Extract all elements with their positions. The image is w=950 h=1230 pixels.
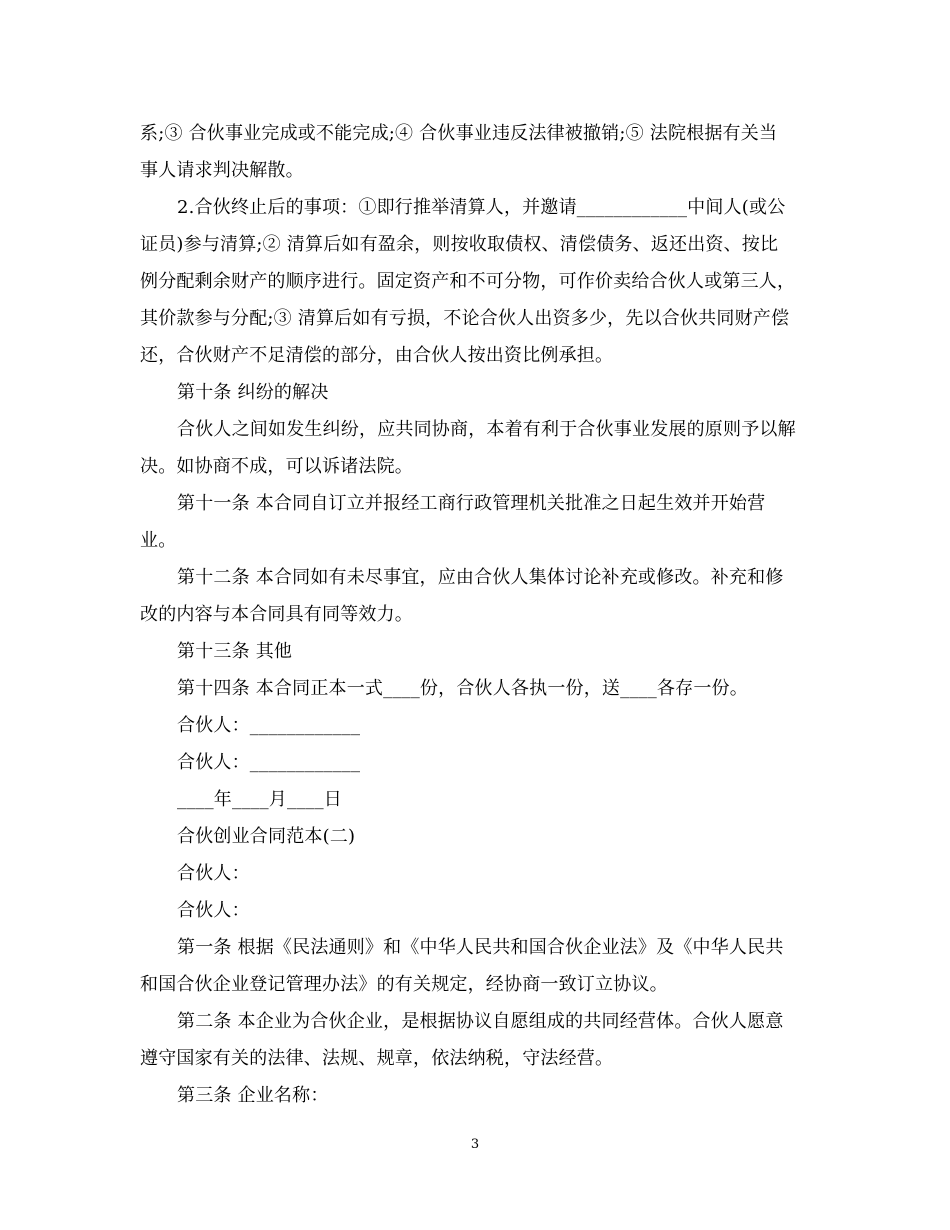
- text-line: 第十一条 本合同自订立并报经工商行政管理机关批准之日起生效并开始营: [177, 493, 766, 514]
- text-line: 合伙人：: [177, 863, 250, 884]
- text-line: 2.合伙终止后的事项：①即行推举清算人，并邀请____________中间人(或公: [177, 197, 786, 218]
- text-line: 合伙人：: [177, 900, 250, 921]
- text-line: 遵守国家有关的法律、法规、规章，依法纳税，守法经营。: [140, 1048, 614, 1069]
- text-line: 第十条 纠纷的解决: [177, 382, 329, 403]
- text-line: 合伙创业合同范本(二): [177, 826, 356, 847]
- text-line: 决。如协商不成，可以诉诸法院。: [140, 456, 413, 477]
- text-line: 事人请求判决解散。: [140, 160, 304, 181]
- text-line: 例分配剩余财产的顺序进行。固定资产和不可分物，可作价卖给合伙人或第三人，: [140, 271, 796, 292]
- text-line: 合伙人：____________: [177, 752, 361, 773]
- document-body: [140, 115, 820, 1114]
- text-line: 第一条 根据《民法通则》和《中华人民共和国合伙企业法》及《中华人民共: [177, 937, 784, 958]
- text-line: 系;③ 合伙事业完成或不能完成;④ 合伙事业违反法律被撤销;⑤ 法院根据有关当: [140, 123, 778, 144]
- text-line: 业。: [140, 530, 177, 551]
- text-line: 其价款参与分配;③ 清算后如有亏损，不论合伙人出资多少，先以合伙共同财产偿: [140, 308, 790, 329]
- text-line: 合伙人：____________: [177, 715, 361, 736]
- text-line: 还，合伙财产不足清偿的部分，由合伙人按出资比例承担。: [140, 345, 614, 366]
- text-line: 第十三条 其他: [177, 641, 293, 662]
- text-line: 和国合伙企业登记管理办法》的有关规定，经协商一致订立协议。: [140, 974, 668, 995]
- text-line: ____年____月____日: [177, 789, 342, 810]
- text-line: 证员)参与清算;② 清算后如有盈余，则按收取债权、清偿债务、返还出资、按比: [140, 234, 779, 255]
- text-line: 第十四条 本合同正本一式____份，合伙人各执一份，送____各存一份。: [177, 678, 748, 699]
- text-line: 第十二条 本合同如有未尽事宜，应由合伙人集体讨论补充或修改。补充和修: [177, 567, 784, 588]
- text-line: 合伙人之间如发生纠纷，应共同协商，本着有利于合伙事业发展的原则予以解: [177, 419, 796, 440]
- text-line: 改的内容与本合同具有同等效力。: [140, 604, 413, 625]
- page-number: 3: [470, 1137, 480, 1152]
- text-line: 第三条 企业名称：: [177, 1085, 329, 1106]
- text-line: 第二条 本企业为合伙企业，是根据协议自愿组成的共同经营体。合伙人愿意: [177, 1011, 784, 1032]
